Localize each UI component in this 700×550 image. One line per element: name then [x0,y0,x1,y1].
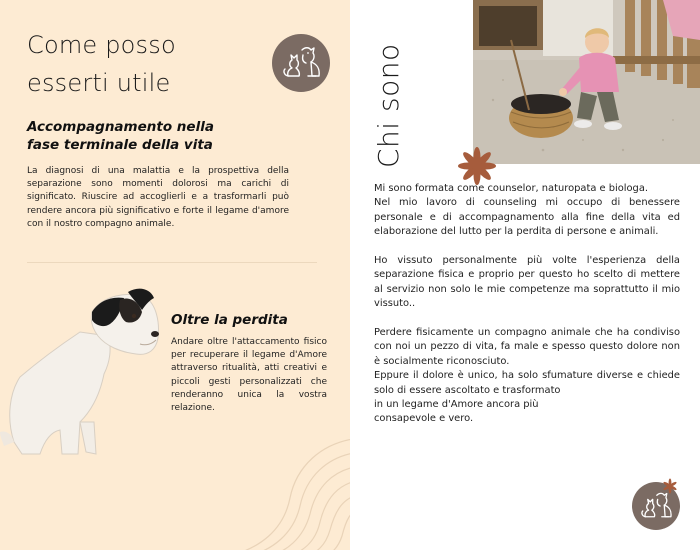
page-heading [27,26,176,102]
bio-para3-d: consapevole e vero. [374,413,474,425]
heading-line-2: esserti utile [27,69,171,97]
bio-text [374,182,680,441]
bio-para1-line1: Mi sono formata come counselor, naturopata e biologa. [374,183,649,194]
child-with-basket-photo [473,0,700,164]
bio-para3-a: Perdere fisicamente un compagno animale che ha condiviso con noi un pezzo di vita, fa male e spesso questo dolore non è socialmente riconosciuto. [374,327,680,367]
bio-para3-b: Eppure il dolore è unico, ha solo sfumature diverse e chiede solo di essere ascoltato e trasformato [374,370,680,396]
dog-cat-logo-icon [272,34,330,92]
dog-image [0,282,170,457]
dog-cat-logo-graphic [272,34,330,92]
decorative-waves [200,428,350,550]
section-title-oltre: Oltre la perdita [171,312,288,328]
chi-sono-title: Chi sono [372,43,405,168]
heading-line-1: Come posso [27,31,176,59]
asterisk-flower-icon [456,145,498,187]
section-title-accompagnamento [27,118,214,154]
bio-para2: Ho vissuto personalmente più volte l'esperienza della separazione fisica e proprio per questo ho scelto di mettere al servizio non solo le mie competenze ma soprattutto il mio vissuto.. [374,255,680,310]
bio-para3-c: in un legame d'Amore ancora più [374,399,539,411]
asterisk-flower-small-icon [662,478,678,494]
right-page [350,0,700,550]
bio-para1-line2: Nel mio lavoro di counseling mi occupo di benessere personale e di accompagnamento alla fine della vita ed elaborazione del lutto per la perdita di persone e animali. [374,197,680,238]
section-title-line-1: Accompagnamento nella [27,119,214,135]
section-text-accompagnamento: La diagnosi di una malattia e la prospettiva della separazione sono momenti dolorosi ma carichi di significato. Riuscire ad accoglierli e a trasformarli può rendere ancora più significativo e forte il legame d'amore con il nostro compagno animale. [27,166,289,229]
photo-image [473,0,700,164]
section-divider [27,262,317,263]
dog-photo [0,282,170,457]
section-text-oltre: Andare oltre l'attaccamento fisico per recuperare il legame d'Amore attraverso ritualità, atti creativi e piccoli gesti personalizzati che renderanno unica la vostra relazione. [171,337,327,414]
section-title-line-2: fase terminale della vita [27,137,213,153]
